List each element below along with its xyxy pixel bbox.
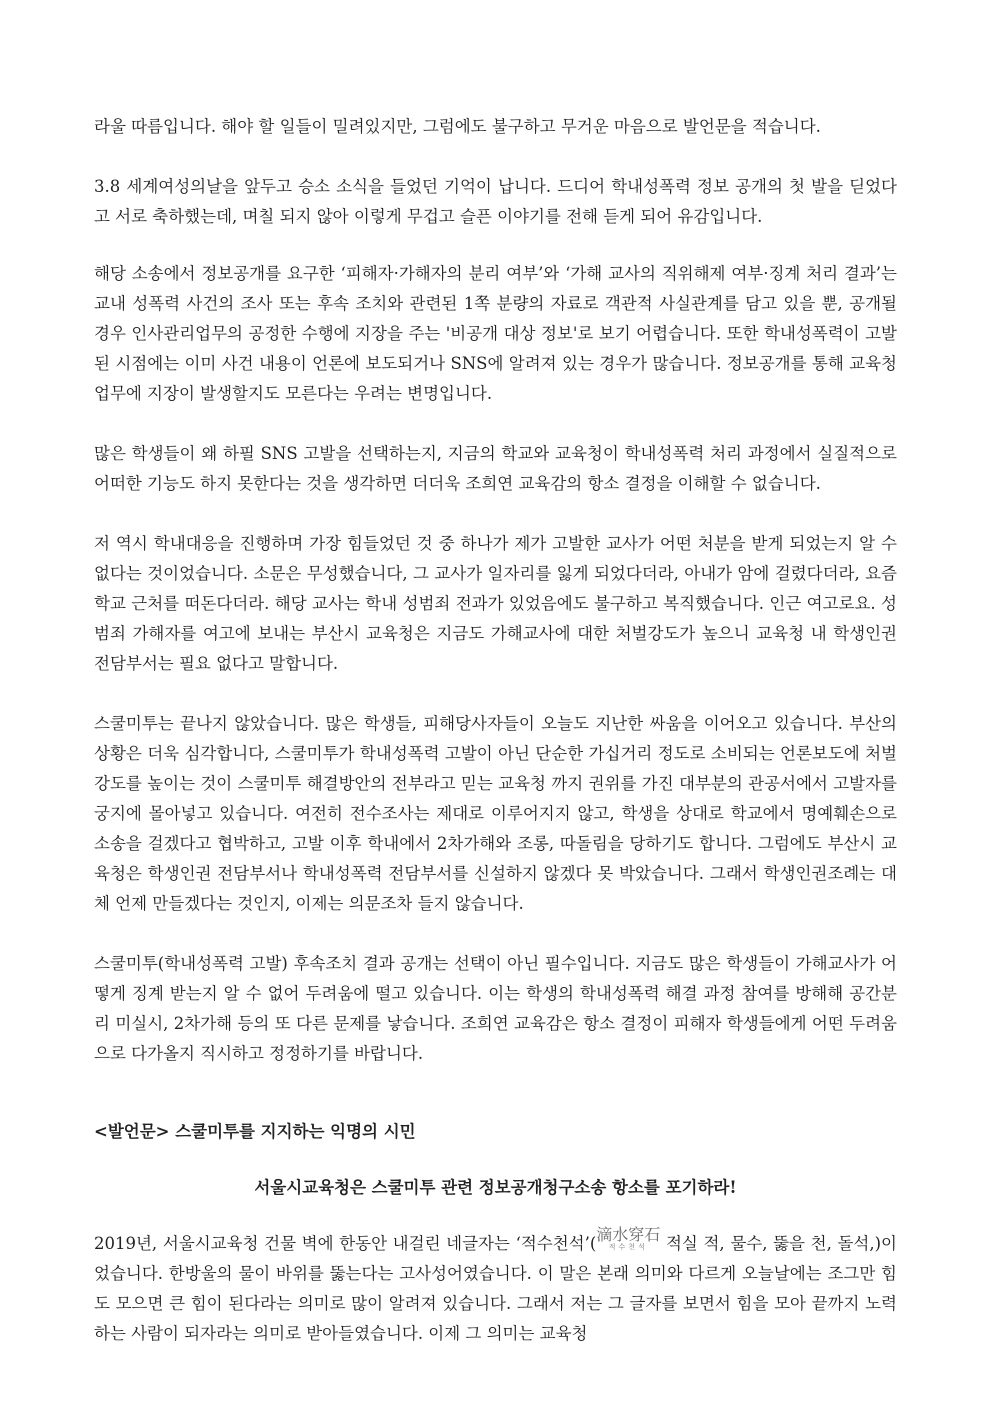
hanja-annotation xyxy=(596,1227,660,1251)
paragraph: 해당 소송에서 정보공개를 요구한 ‘피해자·가해자의 분리 여부’와 ‘가해 교사의 직위해제 여부·징계 처리 결과’는 교내 성폭력 사건의 조사 또는 후속 조치와 관련된 1쪽 분량의 자료로 객관적 사실관계를 담고 있을 뿐, 공개될 경우 인사관리업무의 공정한 수행에 지장을 주는 '비공개 대상 정보'로 보기 어렵습니다. 또한 학내성폭력이 고발된 시점에는 이미 사건 내용이 언론에 보도되거나 SNS에 알려져 있는 경우가 많습니다. 정보공개를 통해 교육청 업무에 지장이 발생할지도 모른다는 우려는 변명입니다. xyxy=(94,264,897,403)
final-paragraph xyxy=(94,1227,897,1349)
hanja-reading: 적수천석 xyxy=(608,1243,648,1251)
paragraph: 3.8 세계여성의날을 앞두고 승소 소식을 들었던 기억이 납니다. 드디어 학내성폭력 정보 공개의 첫 발을 딛었다고 서로 축하했는데, 며칠 되지 않아 이렇게 무겁고 슬픈 이야기를 전해 듣게 되어 유감입니다. xyxy=(94,177,897,226)
final-paragraph-text-before: 2019년, 서울시교육청 건물 벽에 한동안 내걸린 네글자는 ‘적수천석’( xyxy=(94,1234,597,1253)
section-heading: <발언문> 스쿨미투를 지지하는 익명의 시민 xyxy=(94,1122,416,1141)
paragraph: 저 역시 학내대응을 진행하며 가장 힘들었던 것 중 하나가 제가 고발한 교사가 어떤 처분을 받게 되었는지 알 수 없다는 것이었습니다. 소문은 무성했습니다, 그 교사가 일자리를 잃게 되었다더라, 아내가 암에 걸렸다더라, 요즘 학교 근처를 떠돈다더라. 해당 교사는 학내 성범죄 전과가 있었음에도 불구하고 복직했습니다. 인근 여고로요. 성범죄 가해자를 여고에 보내는 부산시 교육청은 지금도 가해교사에 대한 처벌강도가 높으니 교육청 내 학생인권 전담부서는 필요 없다고 말합니다. xyxy=(94,534,897,673)
section-title: 서울시교육청은 스쿨미투 관련 정보공개청구소송 항소를 포기하라! xyxy=(254,1178,737,1197)
paragraph: 많은 학생들이 왜 하필 SNS 고발을 선택하는지, 지금의 학교와 교육청이 학내성폭력 처리 과정에서 실질적으로 어떠한 기능도 하지 못한다는 것을 생각하면 더더욱 조희연 교육감의 항소 결정을 이해할 수 없습니다. xyxy=(94,444,897,493)
final-paragraph-text-after: 적실 적, 물수, 뚫을 천, 돌석,)이었습니다. 한방울의 물이 바위를 뚫는다는 고사성어였습니다. 이 말은 본래 의미와 다르게 오늘날에는 조그만 힘도 모으면 큰 힘이 된다라는 의미로 많이 알려져 있습니다. 그래서 저는 그 글자를 보면서 힘을 모아 끝까지 노력하는 사람이 되자라는 의미로 받아들였습니다. 이제 그 의미는 교육청 xyxy=(94,1234,897,1343)
paragraph: 스쿨미투(학내성폭력 고발) 후속조치 결과 공개는 선택이 아닌 필수입니다. 지금도 많은 학생들이 가해교사가 어떻게 징계 받는지 알 수 없어 두려움에 떨고 있습니다. 이는 학생의 학내성폭력 해결 과정 참여를 방해해 공간분리 미실시, 2차가해 등의 또 다른 문제를 낳습니다. 조희연 교육감은 항소 결정이 피해자 학생들에게 어떤 두려움으로 다가올지 직시하고 정정하기를 바랍니다. xyxy=(94,954,897,1063)
paragraph: 스쿨미투는 끝나지 않았습니다. 많은 학생들, 피해당사자들이 오늘도 지난한 싸움을 이어오고 있습니다. 부산의 상황은 더욱 심각합니다, 스쿨미투가 학내성폭력 고발이 아닌 단순한 가십거리 정도로 소비되는 언론보도에 처벌강도를 높이는 것이 스쿨미투 해결방안의 전부라고 믿는 교육청 까지 권위를 가진 대부분의 관공서에서 고발자를 궁지에 몰아넣고 있습니다. 여전히 전수조사는 제대로 이루어지지 않고, 학생을 상대로 학교에서 명예훼손으로 소송을 걸겠다고 협박하고, 고발 이후 학내에서 2차가해와 조롱, 따돌림을 당하기도 합니다. 그럼에도 부산시 교육청은 학생인권 전담부서나 학내성폭력 전담부서를 신설하지 않겠다 못 박았습니다. 그래서 학생인권조례는 대체 언제 만들겠다는 것인지, 이제는 의문조차 들지 않습니다. xyxy=(94,714,897,913)
hanja-text: 滴水穿石 xyxy=(596,1225,661,1244)
paragraph: 라울 따름입니다. 해야 할 일들이 밀려있지만, 그럼에도 불구하고 무거운 마음으로 발언문을 적습니다. xyxy=(94,117,821,136)
